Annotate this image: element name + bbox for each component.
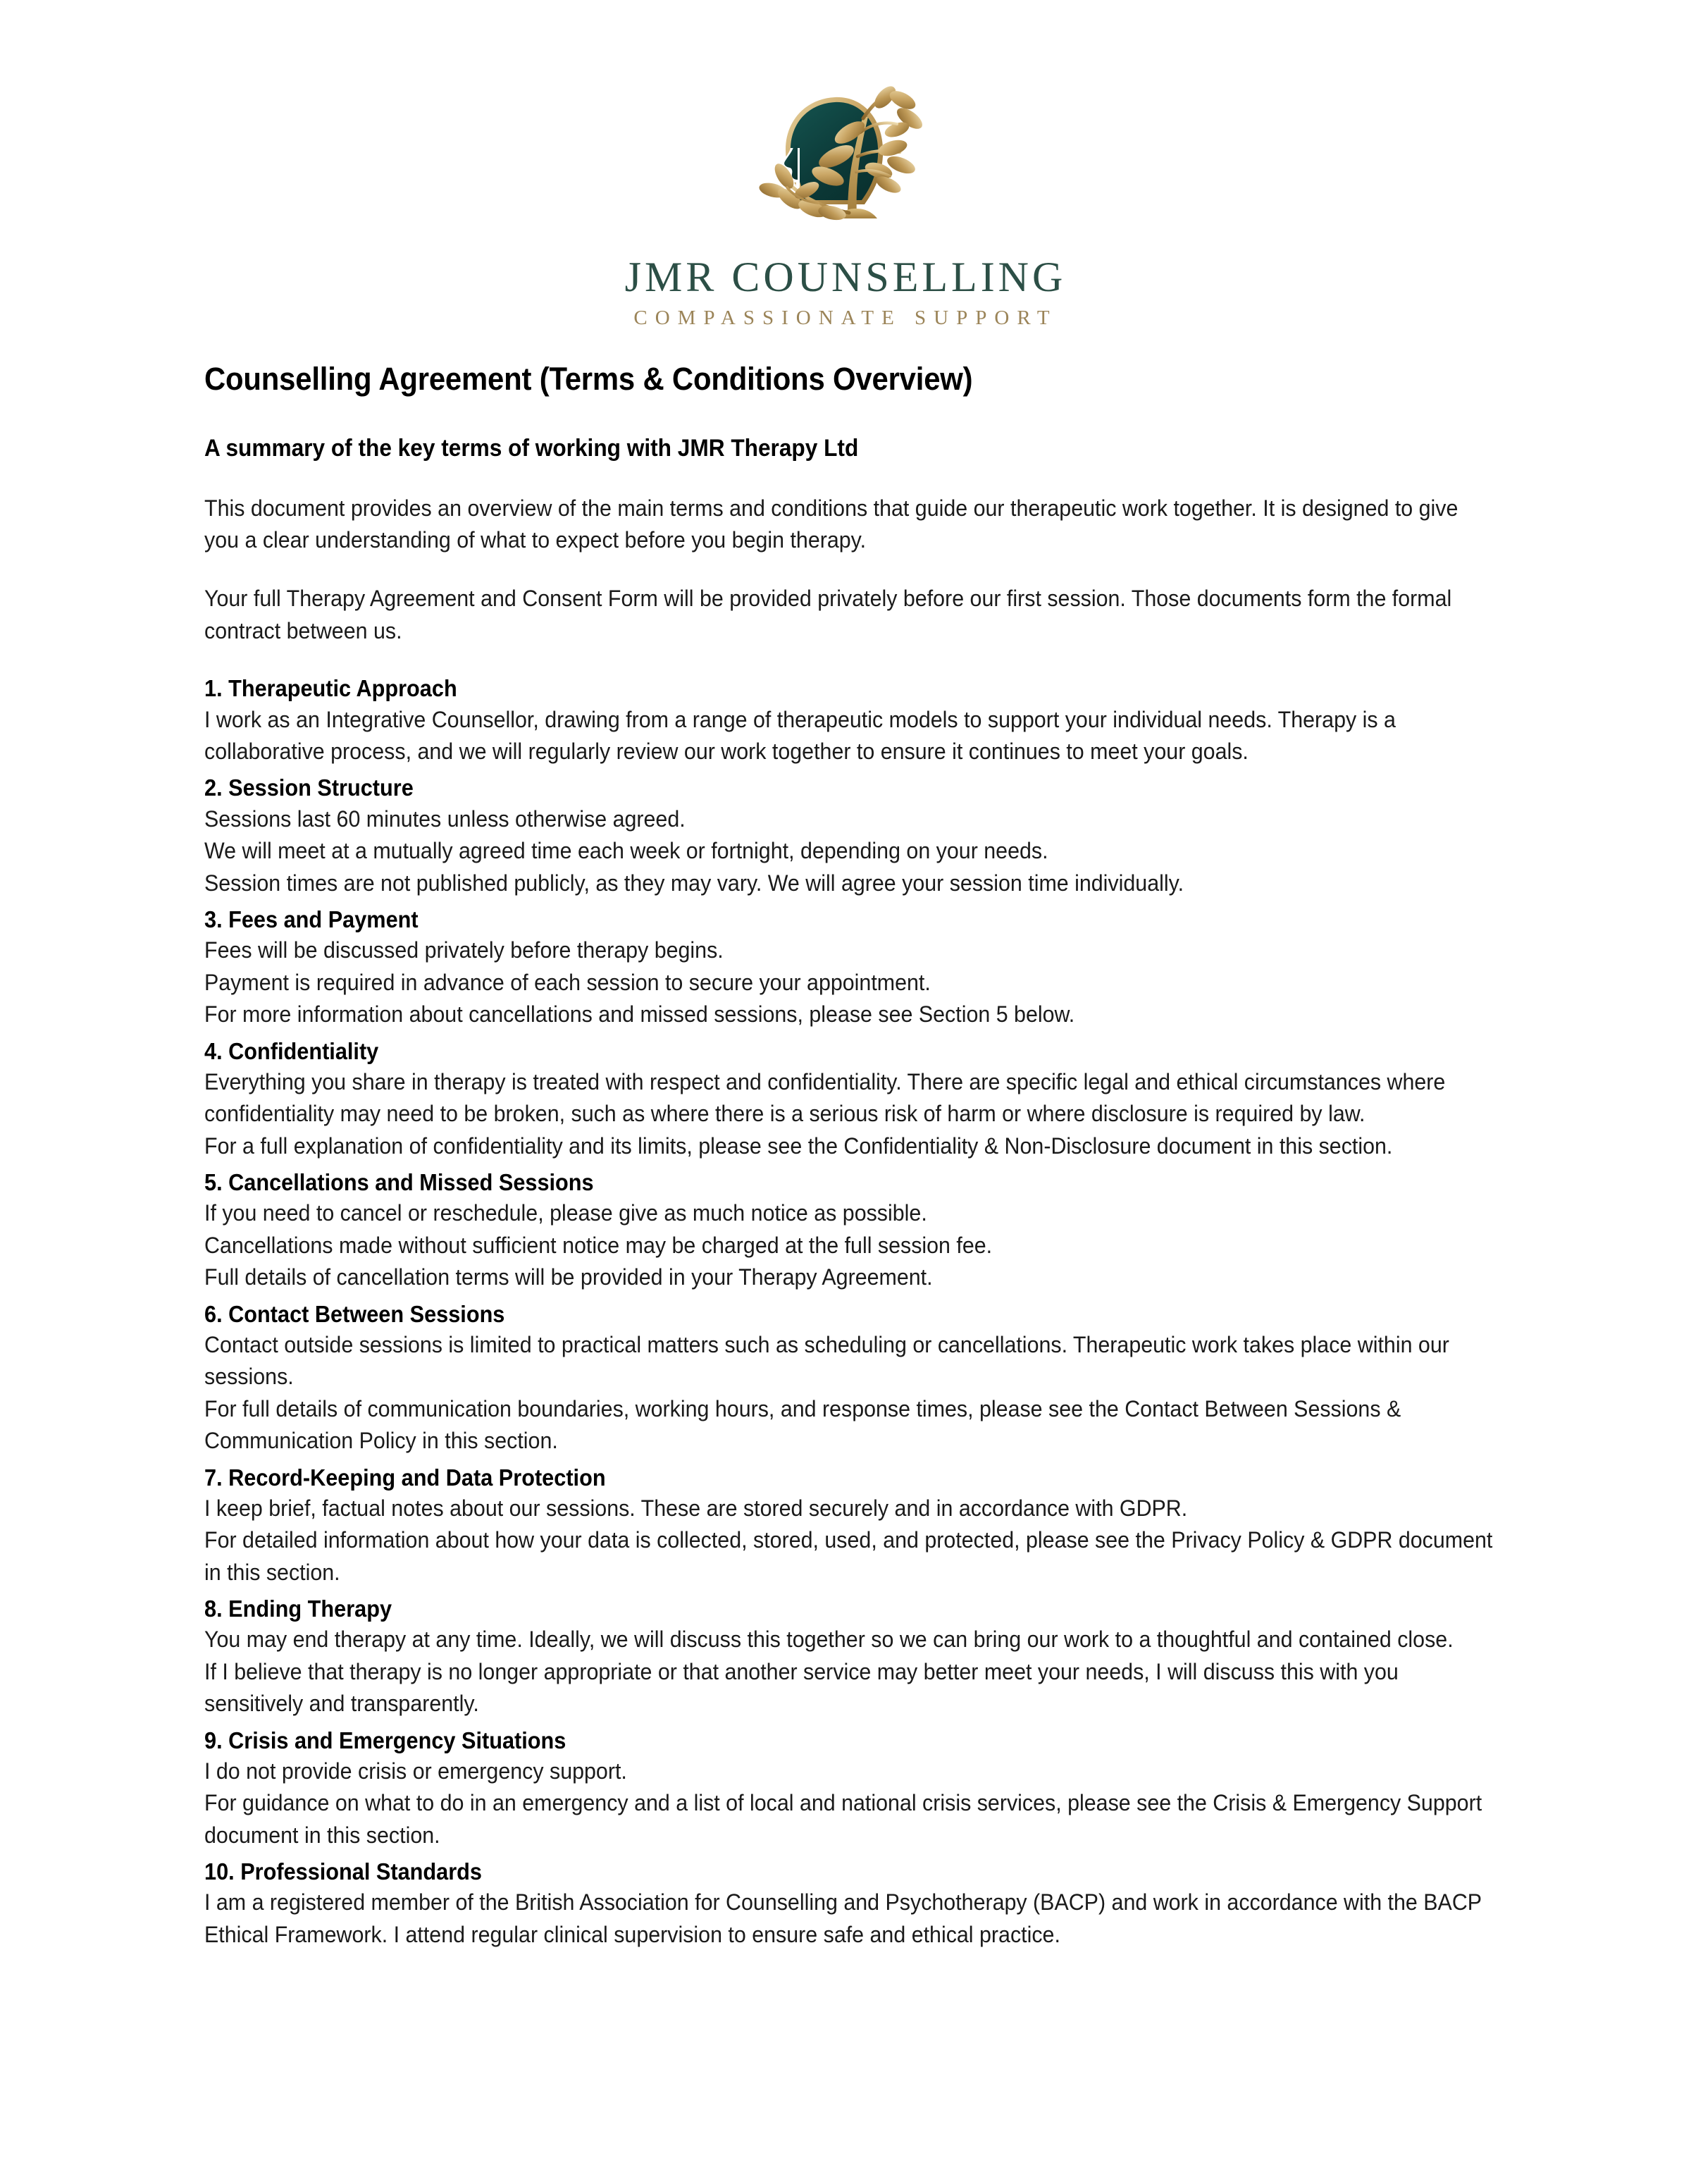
section-heading: 6. Contact Between Sessions [204,1300,505,1327]
section-line: If I believe that therapy is no longer appropriate or that another service may better meet your needs, I will discuss this with you sensitively and transparently. [204,1658,1399,1717]
section-contact-between-sessions [204,1300,1494,1457]
section-professional-standards [204,1857,1494,1951]
section-line: We will meet at a mutually agreed time each week or fortnight, depending on your needs. [204,838,1048,864]
section-heading: 1. Therapeutic Approach [204,675,457,702]
section-session-structure [204,773,1494,899]
section-heading: 5. Cancellations and Missed Sessions [204,1169,594,1196]
section-cancellations-and-missed-sessions [204,1168,1494,1294]
section-heading: 8. Ending Therapy [204,1596,392,1622]
section-line: For full details of communication boundaries, working hours, and response times, please see the Contact Between Sessions & Communication Policy in this section. [204,1395,1401,1454]
section-heading: 3. Fees and Payment [204,906,419,932]
section-line: Session times are not published publicly, as they may vary. We will agree your session time individually. [204,870,1184,896]
section-ending-therapy [204,1594,1494,1720]
head-profile-with-laurel-branches-logo [729,78,962,243]
section-line: Contact outside sessions is limited to practical matters such as scheduling or cancellations. Therapeutic work takes place within our sessions. [204,1331,1449,1390]
intro-paragraph: Your full Therapy Agreement and Consent Form will be provided privately before our first session. Those documents form the formal contract between us. [204,586,1452,643]
section-confidentiality [204,1037,1494,1163]
letterhead [0,0,1691,328]
section-line: Payment is required in advance of each session to secure your appointment. [204,969,931,995]
section-line: For more information about cancellations and missed sessions, please see Section 5 below. [204,1001,1075,1028]
section-line: Fees will be discussed privately before therapy begins. [204,937,724,963]
section-line: Full details of cancellation terms will be provided in your Therapy Agreement. [204,1264,933,1290]
section-line: I work as an Integrative Counsellor, drawing from a range of therapeutic models to support your individual needs. Therapy is a collaborative process, and we will regularly review our work together to ensure it continues to meet your goals. [204,706,1396,764]
section-line: Everything you share in therapy is treated with respect and confidentiality. There are specific legal and ethical circumstances where confidentiality may need to be broken, such as where there is a serious risk of harm or where disclosure is required by law. [204,1068,1446,1127]
section-heading: 4. Confidentiality [204,1037,379,1064]
section-line: Cancellations made without sufficient notice may be charged at the full session fee. [204,1232,993,1258]
section-heading: 9. Crisis and Emergency Situations [204,1727,566,1753]
brand-name: JMR COUNSELLING [624,254,1067,300]
section-line: You may end therapy at any time. Ideally, we will discuss this together so we can bring our work to a thoughtful and contained close. [204,1627,1454,1653]
section-line: I do not provide crisis or emergency support. [204,1758,627,1784]
page-subtitle: A summary of the key terms of working with JMR Therapy Ltd [204,434,859,462]
section-heading: 7. Record-Keeping and Data Protection [204,1464,606,1491]
section-heading: 2. Session Structure [204,775,414,801]
section-heading: 10. Professional Standards [204,1858,483,1885]
page-title: Counselling Agreement (Terms & Conditions Overview) [204,361,973,397]
section-line: I am a registered member of the British Association for Counselling and Psychotherapy (BACP) and work in accordance with the BACP Ethical Framework. I attend regular clinical supervision to ensure safe and ethical practice. [204,1889,1482,1947]
section-line: For detailed information about how your data is collected, stored, used, and protected, please see the Privacy Policy & GDPR document in this section. [204,1527,1493,1585]
section-therapeutic-approach [204,674,1494,767]
section-crisis-and-emergency-situations [204,1726,1494,1852]
section-line: For a full explanation of confidentiality and its limits, please see the Confidentiality & Non-Disclosure document in this section. [204,1133,1393,1159]
document-body [204,361,1494,1951]
section-line: If you need to cancel or reschedule, please give as much notice as possible. [204,1200,927,1226]
section-record-keeping-and-data-protection [204,1463,1494,1589]
section-line: I keep brief, factual notes about our sessions. These are stored securely and in accordance with GDPR. [204,1495,1188,1521]
section-line: For guidance on what to do in an emergency and a list of local and national crisis services, please see the Crisis & Emergency Support document in this section. [204,1790,1482,1848]
section-fees-and-payment [204,905,1494,1031]
section-line: Sessions last 60 minutes unless otherwise agreed. [204,806,686,832]
brand-tagline: COMPASSIONATE SUPPORT [633,307,1058,329]
intro-paragraph: This document provides an overview of the main terms and conditions that guide our therapeutic work together. It is designed to give you a clear understanding of what to expect before you begin therapy. [204,495,1458,553]
